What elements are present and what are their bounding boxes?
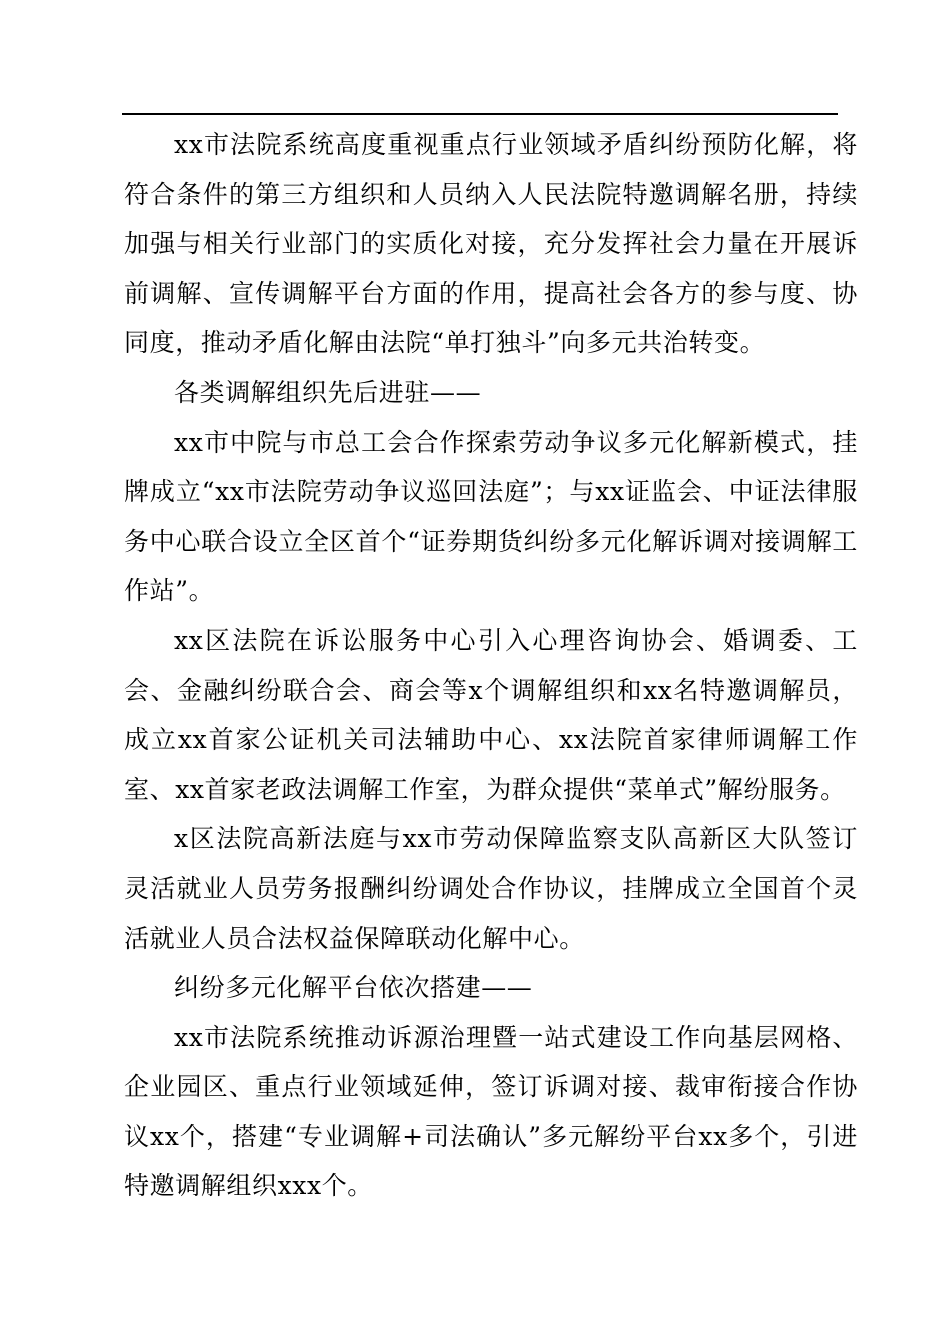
paragraph-court-system-overview: xx市法院系统高度重视重点行业领域矛盾纠纷预防化解，将符合条件的第三方组织和人员纳入人民法院特邀调解名册，持续加强与相关行业部门的实质化对接，充分发挥社会力量在开展诉前调解、宣传调解平台方面的作用，提高社会各方的参与度、协同度，推动矛盾化解由法院“单打独斗”向多元共治转变。 bbox=[124, 130, 858, 358]
subheading-dispute-platforms: 纠纷多元化解平台依次搭建—— bbox=[174, 973, 533, 1003]
paragraph-district-court: xx区法院在诉讼服务中心引入心理咨询协会、婚调委、工会、金融纠纷联合会、商会等x个调解组织和xx名特邀调解员，成立xx首家公证机关司法辅助中心、xx法院首家律师调解工作室、xx首家老政法调解工作室，为群众提供“菜单式”解纷服务。 bbox=[124, 625, 858, 804]
paragraph-intermediate-court: xx市中院与市总工会合作探索劳动争议多元化解新模式，挂牌成立“xx市法院劳动争议巡回法庭”；与xx证监会、中证法律服务中心联合设立全区首个“证券期货纠纷多元化解诉调对接调解工作站”。 bbox=[124, 427, 858, 606]
document-body bbox=[124, 120, 858, 1211]
paragraph-high-tech-tribunal: x区法院高新法庭与xx市劳动保障监察支队高新区大队签订灵活就业人员劳务报酬纠纷调处合作协议，挂牌成立全国首个灵活就业人员合法权益保障联动化解中心。 bbox=[124, 824, 858, 953]
subheading-mediation-organizations: 各类调解组织先后进驻—— bbox=[174, 377, 482, 407]
paragraph-source-governance: xx市法院系统推动诉源治理暨一站式建设工作向基层网格、企业园区、重点行业领域延伸，签订诉调对接、裁审衔接合作协议xx个，搭建“专业调解+司法确认”多元解纷平台xx多个，引进特邀调解组织xxx个。 bbox=[124, 1022, 858, 1201]
header-rule bbox=[122, 113, 838, 115]
